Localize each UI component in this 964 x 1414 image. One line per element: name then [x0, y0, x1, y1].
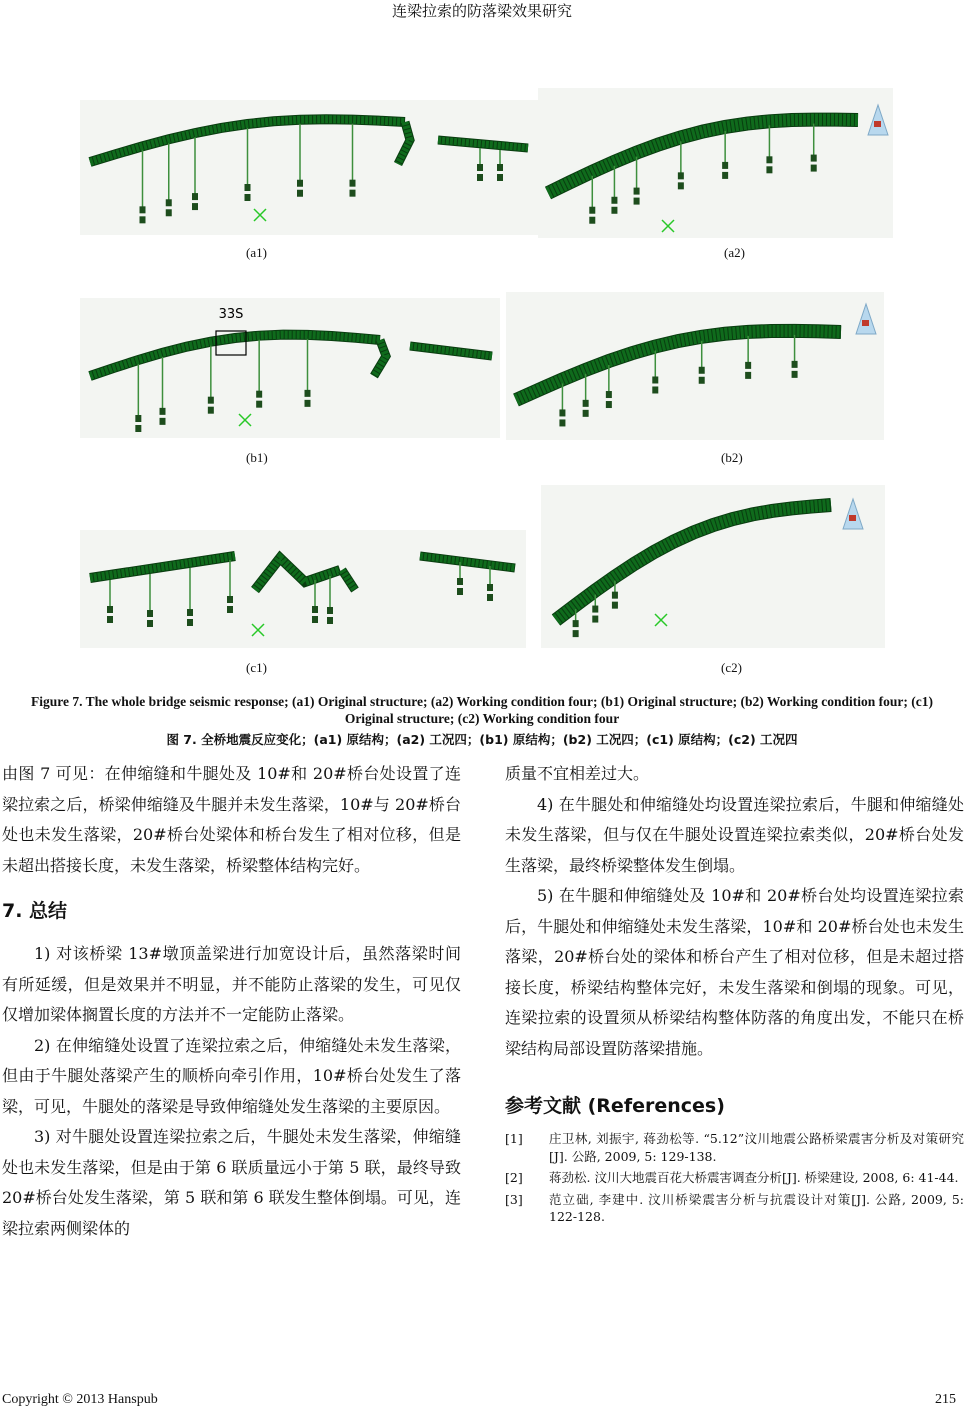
- deck-segment: [410, 346, 492, 356]
- pier-footing: [477, 174, 483, 181]
- panel-label-a1: (a1): [246, 245, 267, 260]
- pier-footing: [811, 155, 817, 162]
- pier-footing: [208, 397, 214, 404]
- pier-footing: [160, 418, 166, 425]
- pier-footing: [327, 607, 333, 614]
- pier-footing: [135, 425, 141, 432]
- pier-footing: [245, 184, 251, 191]
- pier-footing: [457, 578, 463, 585]
- pier-footing: [297, 190, 303, 197]
- pier-footing: [160, 408, 166, 415]
- figure-panel-c2: [541, 485, 885, 648]
- bridge-model-a2: [538, 88, 893, 238]
- reference-number: [2]: [505, 1170, 523, 1185]
- paragraph: 3) 对牛腿处设置连梁拉索之后，牛腿处未发生落梁，伸缩缝处也未发生落梁，但是由于第 6 联质量远小于第 5 联，最终导致 20#桥台处发生落梁，第 5 联和第 6 联发生整体倒塌。可见，连梁拉索两侧梁体的: [2, 1127, 461, 1238]
- pier-footing: [766, 166, 772, 173]
- pier-footing: [187, 619, 193, 626]
- pier-footing: [589, 207, 595, 214]
- pier-footing: [192, 193, 198, 200]
- pier-footing: [699, 377, 705, 384]
- pier-footing: [312, 606, 318, 613]
- pier-footing: [592, 606, 598, 613]
- paragraph: 1) 对该桥梁 13#墩顶盖梁进行加宽设计后，虽然落梁时间有所延缓，但是效果并不明显，并不能防止落梁的发生，可见仅仅增加梁体搁置长度的方法并不一定能防止落梁。: [2, 944, 461, 1024]
- pier-footing: [766, 156, 772, 163]
- paragraph: 由图 7 可见：在伸缩缝和牛腿处及 10#和 20#桥台处设置了连梁拉索之后，桥梁伸缩缝及牛腿并未发生落梁，10#与 20#桥台处也未发生落梁，20#桥台处梁体和桥台发生了相对位移，但是未超出搭接长度，未发生落梁，桥梁整体结构完好。: [2, 764, 461, 875]
- pier-footing: [612, 592, 618, 599]
- pier-footing: [166, 209, 172, 216]
- ground-marker: [252, 624, 264, 636]
- pier-footing: [583, 400, 589, 407]
- pier-footing: [256, 401, 262, 408]
- pier-footing: [678, 182, 684, 189]
- reference-item: [505, 1169, 964, 1187]
- pier-footing: [227, 596, 233, 603]
- pier-footing: [477, 164, 483, 171]
- abutment-marker: [849, 515, 856, 521]
- pier-footing: [722, 172, 728, 179]
- reference-item: [505, 1191, 964, 1226]
- pier-footing: [573, 620, 579, 627]
- pier-footing: [722, 162, 728, 169]
- pier-footing: [678, 172, 684, 179]
- pier-footing: [187, 609, 193, 616]
- pier-footing: [592, 616, 598, 623]
- ground-marker: [655, 614, 667, 626]
- pier-footing: [634, 188, 640, 195]
- reference-text: 蒋劲松. 汶川大地震百花大桥震害调查分析[J]. 桥梁建设, 2008, 6: 41-44.: [549, 1170, 959, 1185]
- references-heading: 参考文献 (References): [505, 1095, 725, 1117]
- reference-number: [3]: [505, 1191, 523, 1207]
- reference-item: [505, 1130, 964, 1165]
- pier-footing: [166, 199, 172, 206]
- abutment-icon: [843, 499, 863, 529]
- abutment-icon: [856, 304, 876, 334]
- left-column: [2, 759, 461, 1244]
- pier-footing: [559, 409, 565, 416]
- paragraph: 质量不宜相差过大。: [505, 764, 650, 783]
- pier-footing: [312, 616, 318, 623]
- panel-label-c2: (c2): [721, 660, 742, 675]
- pier-footing: [487, 594, 493, 601]
- pier-footing: [457, 588, 463, 595]
- pier-footing: [573, 630, 579, 637]
- bridge-model-b1: [80, 298, 500, 438]
- figure-panel-a1: [80, 100, 540, 235]
- abutment-marker: [874, 121, 881, 127]
- deck-segment: [556, 505, 831, 620]
- running-header: 连梁拉索的防落梁效果研究: [391, 2, 572, 20]
- pier-footing: [327, 617, 333, 624]
- figure-panel-b1: [80, 298, 500, 438]
- pier-footing: [107, 606, 113, 613]
- pier-footing: [140, 206, 146, 213]
- pier-footing: [745, 372, 751, 379]
- pier-footing: [606, 391, 612, 398]
- figure-panel-b2: [506, 292, 884, 440]
- pier-footing: [611, 197, 617, 204]
- pier-footing: [245, 194, 251, 201]
- pier-footing: [147, 610, 153, 617]
- pier-footing: [497, 174, 503, 181]
- pier-footing: [634, 198, 640, 205]
- ground-marker: [239, 414, 251, 426]
- footer-copyright: Copyright © 2013 Hanspub: [2, 1392, 158, 1407]
- pier-footing: [192, 203, 198, 210]
- paragraph: 4) 在牛腿处和伸缩缝处均设置连梁拉索后，牛腿和伸缩缝处未发生落梁，但与仅在牛腿处设置连梁拉索类似，20#桥台处发生落梁，最终桥梁整体发生倒塌。: [505, 794, 964, 875]
- pier-footing: [811, 165, 817, 172]
- ground-marker: [662, 220, 674, 232]
- bridge-model-a1: [80, 100, 540, 235]
- pier-footing: [792, 371, 798, 378]
- panel-label-a2: (a2): [724, 245, 745, 260]
- deck-segment: [255, 558, 340, 590]
- right-column: [505, 759, 964, 1230]
- pier-footing: [135, 415, 141, 422]
- pier-footing: [745, 362, 751, 369]
- paragraph: 2) 在伸缩缝处设置了连梁拉索之后，伸缩缝处未发生落梁，但由于牛腿处落梁产生的顺桥向牵引作用，10#桥台处发生了落梁，可见，牛腿处的落梁是导致伸缩缝处发生落梁的主要原因。: [2, 1035, 461, 1116]
- panel-label-b1: (b1): [246, 450, 268, 465]
- pier-footing: [227, 606, 233, 613]
- panel-label-c1: (c1): [246, 660, 267, 675]
- pier-footing: [699, 367, 705, 374]
- reference-number: [1]: [505, 1131, 523, 1146]
- pier-footing: [487, 584, 493, 591]
- pier-footing: [350, 190, 356, 197]
- deck-segment: [90, 556, 235, 578]
- figure-caption-cn: 图 7. 全桥地震反应变化；(a1) 原结构；(a2) 工况四；(b1) 原结构；(b2) 工况四；(c1) 原结构；(c2) 工况四: [166, 732, 798, 747]
- reference-text: 范立础, 李建中. 汶川桥梁震害分析与抗震设计对策[J]. 公路, 2009, 5: 122-128.: [549, 1191, 964, 1224]
- pier-footing: [611, 207, 617, 214]
- pier-footing: [256, 391, 262, 398]
- pier-footing: [497, 164, 503, 171]
- pier-footing: [652, 376, 658, 383]
- pier-footing: [305, 400, 311, 407]
- figure-caption-en: Figure 7. The whole bridge seismic response; (a1) Original structure; (a2) Working condition four; (b1) Original structure; (b2) Working condition four; (c1) Original structure; (c2) Working condition four: [31, 694, 933, 726]
- pier-footing: [350, 180, 356, 187]
- deck-segment: [438, 140, 528, 148]
- pier-footing: [559, 419, 565, 426]
- section-heading: 7. 总结: [2, 900, 68, 922]
- pier-footing: [792, 361, 798, 368]
- pier-footing: [297, 180, 303, 187]
- page-number: 215: [935, 1392, 956, 1407]
- bridge-model-c1: [80, 530, 526, 648]
- figure-panel-c1: [80, 530, 526, 648]
- panel-label-b2: (b2): [721, 450, 743, 465]
- abutment-icon: [868, 105, 888, 135]
- paragraph: 5) 在牛腿和伸缩缝处及 10#和 20#桥台处均设置连梁拉索后，牛腿处和伸缩缝处未发生落梁，10#和 20#桥台处也未发生落梁，20#桥台处的梁体和桥台产生了相对位移，但是未超过搭接长度，桥梁结构整体完好，未发生落梁和倒塌的现象。可见，连梁拉索的设置须从桥梁结构整体防落的角度出发，不能只在桥梁结构局部设置防落梁措施。: [505, 886, 964, 1058]
- pier-footing: [147, 620, 153, 627]
- deck-segment: [556, 505, 831, 620]
- pier-footing: [583, 410, 589, 417]
- reference-text: 庄卫林, 刘振宇, 蒋劲松等. “5.12”汶川地震公路桥梁震害分析及对策研究[J]. 公路, 2009, 5: 129-138.: [549, 1131, 964, 1164]
- pier-footing: [107, 616, 113, 623]
- bridge-model-c2: [541, 485, 885, 648]
- pier-footing: [140, 216, 146, 223]
- abutment-marker: [862, 320, 869, 326]
- pier-footing: [208, 407, 214, 414]
- pier-footing: [652, 386, 658, 393]
- ground-marker: [254, 209, 266, 221]
- bridge-model-b2: [506, 292, 884, 440]
- figure-panel-a2: [538, 88, 893, 238]
- pier-footing: [589, 217, 595, 224]
- pier-footing: [305, 390, 311, 397]
- pier-footing: [612, 602, 618, 609]
- pier-footing: [606, 401, 612, 408]
- callout-label: 33S: [218, 307, 244, 322]
